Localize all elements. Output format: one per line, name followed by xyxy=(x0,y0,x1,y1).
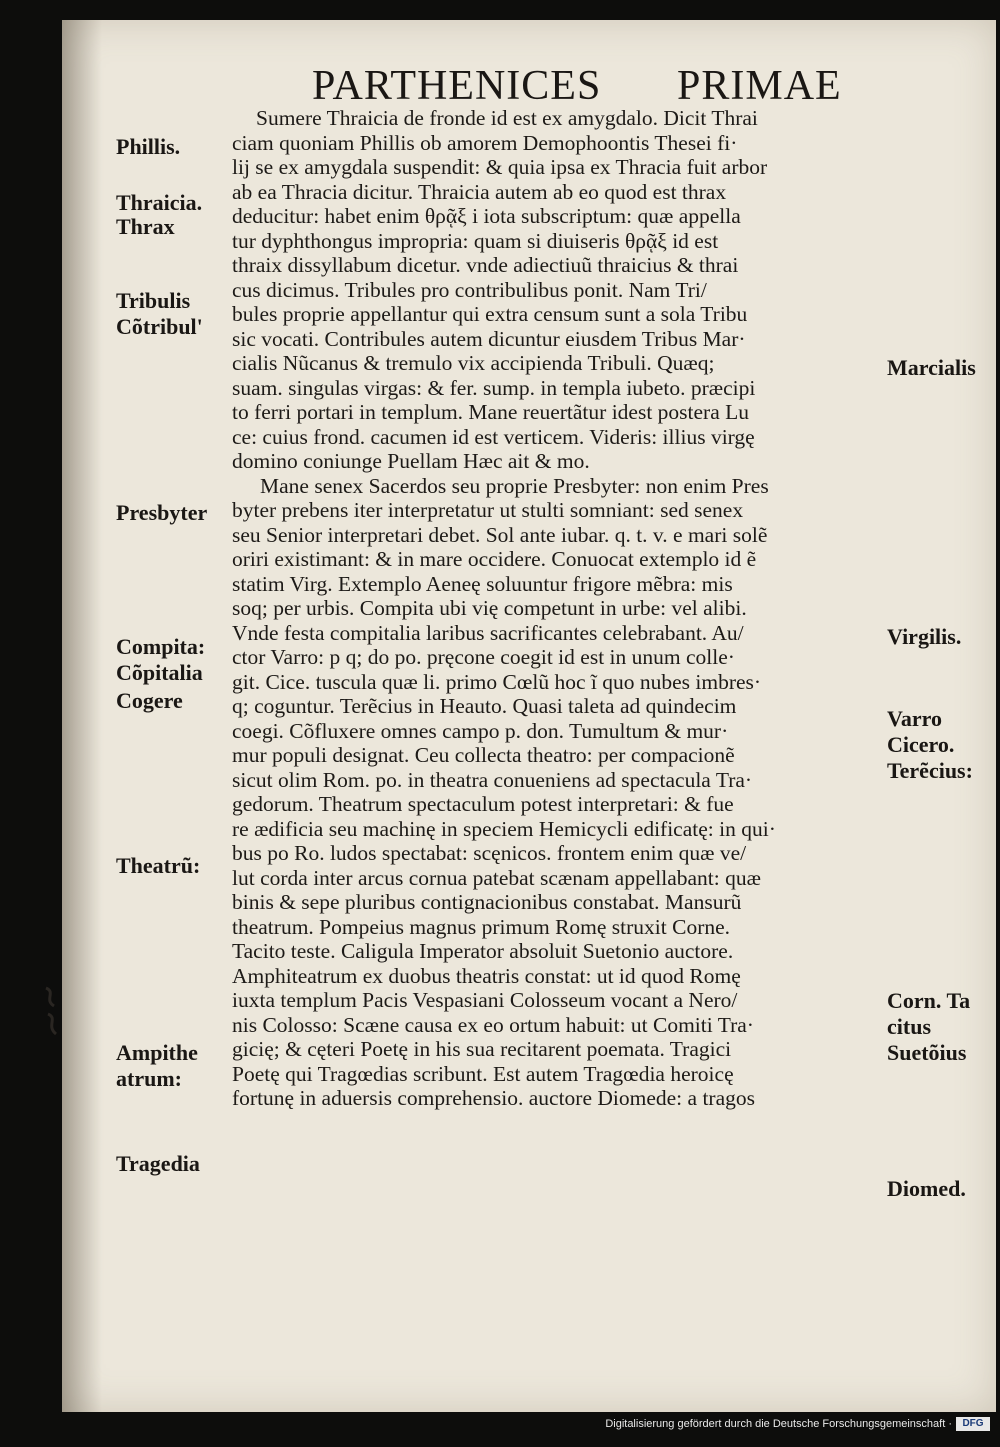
text-line: seu Senior interpretari debet. Sol ante iubar. q. t. v. e mari solẽ xyxy=(232,522,768,547)
text-line: lut corda inter arcus cornua patebat scænam appellabant: quæ xyxy=(232,865,761,890)
footer-credit: Digitalisierung gefördert durch die Deutsche Forschungsgemeinschaft · xyxy=(605,1418,952,1430)
margin-note-compita: Compita: xyxy=(116,634,206,659)
margin-note-phillis: Phillis. xyxy=(116,134,181,159)
text-line: iuxta templum Pacis Vespasiani Colosseum vocant a Nero/ xyxy=(232,988,738,1012)
text-line: gicię; & cęteri Poetę in his sua recitarent poemata. Tragici xyxy=(232,1037,732,1061)
marginal-ink-mark xyxy=(40,982,66,1042)
text-line: ctor Varro: p q; do po. pręcone coegit id est in unum colle· xyxy=(232,645,735,669)
margin-note-terencius: Terẽcius: xyxy=(887,758,973,783)
margin-note-virgilis: Virgilis. xyxy=(887,624,962,649)
margin-note-compitalia: Cõpitalia xyxy=(116,660,203,685)
margin-note-tribulis: Tribulis xyxy=(116,288,191,313)
margin-note-cogere: Cogere xyxy=(116,688,183,713)
header-right: PRIMAE xyxy=(677,63,842,109)
text-line: Amphiteatrum ex duobus theatris constat: ut id quod Romę xyxy=(232,963,741,988)
margin-note-cicero: Cicero. xyxy=(887,732,955,757)
margin-note-suetonius: Suetõius xyxy=(887,1040,967,1065)
text-line: ce: cuius frond. cacumen id est verticem. Videris: illius virgę xyxy=(232,424,755,449)
text-line: suam. singulas virgas: & fer. sump. in templa iubeto. præcipi xyxy=(232,375,756,400)
text-line: lij se ex amygdala suspendit: & quia ipsa ex Thracia fuit arbor xyxy=(232,155,768,179)
header-left: PARTHENICES xyxy=(312,63,602,109)
text-line: statim Virg. Extemplo Aeneę soluuntur frigore mẽbra: mis xyxy=(232,571,733,596)
text-line: fortunę in aduersis comprehensio. auctore Diomede: a tragos xyxy=(232,1086,755,1110)
text-line: cialis Nũcanus & tremulo vix accipienda Tribuli. Quæq; xyxy=(232,351,715,375)
text-line: ab ea Thracia dicitur. Thraicia autem ab eo quod est thrax xyxy=(232,179,727,204)
text-line: soq; per urbis. Compita ubi vię competunt in urbe: vel alibi. xyxy=(232,596,747,620)
text-line: Sumere Thraicia de fronde id est ex amygdalo. Dicit Thrai xyxy=(256,106,758,130)
text-line: Mane senex Sacerdos seu proprie Presbyter: non enim Pres xyxy=(260,473,769,498)
margin-note-presbyter: Presbyter xyxy=(116,500,208,525)
text-line: tur dyphthongus impropria: quam si diuiseris θρᾷξ id est xyxy=(232,228,719,253)
text-line: oriri existimant: & in mare occidere. Conuocat extemplo id ẽ xyxy=(232,547,757,571)
margin-note-marcialis: Marcialis xyxy=(887,355,976,380)
text-line: deducitur: habet enim θρᾷξ i iota subscriptum: quæ appella xyxy=(232,204,741,228)
text-line: domino coniunge Puellam Hæc ait & mo. xyxy=(232,449,590,473)
margin-note-citus: citus xyxy=(887,1014,931,1039)
margin-note-theatrum: Theatrũ: xyxy=(116,853,201,878)
text-line: bus po Ro. ludos spectabat: scęnicos. frontem enim quæ ve/ xyxy=(232,841,747,865)
text-line: bules proprie appellantur qui extra censum sunt a sola Tribu xyxy=(232,302,748,326)
text-line: coegi. Cõfluxere omnes campo p. don. Tumultum & mur· xyxy=(232,718,729,743)
gutter-shadow xyxy=(62,20,102,1412)
margin-note-varro: Varro xyxy=(887,706,942,731)
text-line: cus dicimus. Tribules pro contribulibus ponit. Nam Tri/ xyxy=(232,277,707,302)
text-line: theatrum. Pompeius magnus primum Romę struxit Corne. xyxy=(232,914,731,939)
margin-note-diomed: Diomed. xyxy=(887,1176,966,1201)
text-line: sic vocati. Contribules autem dicuntur eiusdem Tribus Mar· xyxy=(232,326,746,351)
margin-note-thrax: Thrax xyxy=(116,214,175,239)
text-line: Tacito teste. Caligula Imperator absoluit Suetonio auctore. xyxy=(232,939,734,963)
margin-note-atrum: atrum: xyxy=(116,1066,182,1091)
main-text-block xyxy=(232,106,884,1111)
text-line: Vnde festa compitalia laribus sacrificantes celebrabant. Au/ xyxy=(232,620,744,645)
ink-mark-shape xyxy=(40,982,66,1042)
text-line: byter prebens iter interpretatur ut stulti somniant: sed senex xyxy=(232,498,744,522)
text-line: gedorum. Theatrum spectaculum potest interpretari: & fue xyxy=(232,792,734,816)
running-header xyxy=(0,62,1000,112)
margin-note-corn-ta: Corn. Ta xyxy=(887,988,971,1013)
text-line: nis Colosso: Scæne causa ex eo ortum habuit: ut Comiti Tra· xyxy=(232,1012,754,1037)
margin-note-thraicia: Thraicia. xyxy=(116,190,203,215)
text-line: git. Cice. tuscula quæ li. primo Cœlũ hoc ĩ quo nubes imbres· xyxy=(232,669,762,694)
text-line: Poetę qui Tragœdias scribunt. Est autem Tragœdia heroicę xyxy=(232,1061,734,1086)
text-line: to ferri portari in templum. Mane reuertãtur idest postera Lu xyxy=(232,400,750,424)
text-line: mur populi designat. Ceu collecta theatro: per compacionẽ xyxy=(232,743,735,767)
text-line: re ædificia seu machinę in speciem Hemicycli edificatę: in qui· xyxy=(232,816,776,841)
margin-note-ampithe: Ampithe xyxy=(116,1040,198,1065)
text-line: q; coguntur. Terẽcius in Heauto. Quasi taleta ad quindecim xyxy=(232,694,737,718)
margin-note-tragedia: Tragedia xyxy=(116,1151,200,1176)
text-line: ciam quoniam Phillis ob amorem Demophoontis Thesei fi· xyxy=(232,130,738,155)
text-line: sicut olim Rom. po. in theatra conueniens ad spectacula Tra· xyxy=(232,767,753,792)
dfg-logo: DFG xyxy=(956,1417,990,1431)
margin-note-contribul: Cõtribul' xyxy=(116,314,203,339)
text-line: binis & sepe pluribus contignacionibus constabat. Mansurũ xyxy=(232,890,742,914)
text-line: thraix dissyllabum dicetur. vnde adiectiuũ thraicius & thrai xyxy=(232,253,739,277)
